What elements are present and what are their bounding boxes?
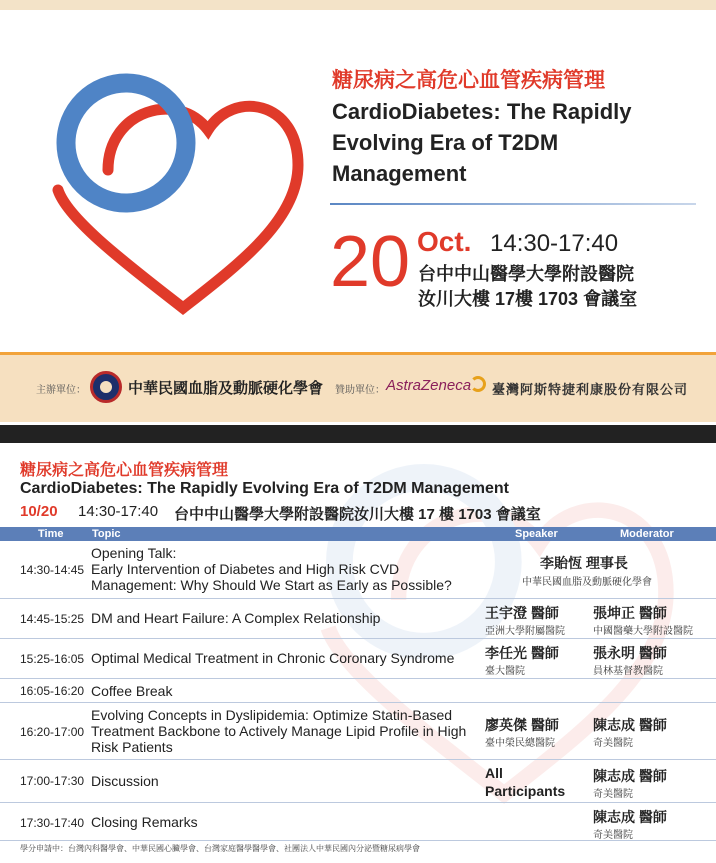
speaker-affiliation: 亞洲大學附屬醫院 — [485, 626, 565, 637]
table-row — [0, 679, 716, 703]
organizer-label: 主辦單位： — [36, 385, 86, 396]
row-topic: Discussion — [91, 773, 159, 789]
table-row — [0, 703, 716, 760]
sponsor-brand-logo: AstraZeneca — [386, 377, 472, 394]
moderator-affiliation: 員林基督教醫院 — [593, 666, 663, 677]
row-topic: Optimal Medical Treatment in Chronic Coronary Syndrome — [91, 650, 455, 666]
table-row — [0, 803, 716, 841]
row-time: 15:25-16:05 — [20, 652, 85, 666]
event-time: 14:30-17:40 — [490, 230, 619, 257]
speaker-name: 李貽恆 理事長 — [540, 555, 628, 571]
venue-line-2: 汝川大樓 17樓 1703 會議室 — [418, 289, 638, 309]
agenda-venue: 台中中山醫學大學附設醫院汝川大樓 17 樓 1703 會議室 — [174, 506, 541, 523]
organizer-seal-icon — [90, 371, 122, 403]
row-time: 16:20-17:00 — [20, 725, 85, 739]
poster-divider — [330, 203, 696, 205]
organizer-name: 中華民國血脂及動脈硬化學會 — [128, 380, 324, 397]
moderator-name: 張坤正 醫師 — [593, 605, 667, 621]
poster-title-cn: 糖尿病之高危心血管疾病管理 — [332, 69, 605, 92]
row-time: 16:05-16:20 — [20, 684, 85, 698]
agenda-section — [0, 443, 716, 863]
speaker-affiliation: 中華民國血脂及動脈硬化學會 — [522, 577, 652, 588]
row-topic: Coffee Break — [91, 683, 173, 699]
row-time: 17:30-17:40 — [20, 816, 85, 830]
event-day: 20 — [330, 222, 411, 302]
credit-footnote: 學分申請中：台灣內科醫學會、中華民國心臟學會、台灣家庭醫學醫學會、社團法人中華民國內分泌暨糖尿病學會 — [20, 844, 420, 853]
header-speaker: Speaker — [515, 528, 558, 540]
event-poster — [0, 0, 716, 352]
agenda-table-header — [0, 527, 716, 541]
agenda-title-en: CardioDiabetes: The Rapidly Evolving Era of T2DM Management — [20, 480, 509, 497]
sponsor-band — [0, 352, 716, 422]
header-time: Time — [38, 528, 64, 540]
moderator-name: 陳志成 醫師 — [593, 717, 667, 733]
row-time: 17:00-17:30 — [20, 774, 85, 788]
poster-title-en: CardioDiabetes: The Rapidly Evolving Era of T2DM Management — [332, 99, 632, 186]
row-time: 14:45-15:25 — [20, 612, 85, 626]
sponsor-company: 臺灣阿斯特捷利康股份有限公司 — [492, 382, 689, 397]
heart-ring-logo-icon — [38, 70, 308, 320]
moderator-affiliation: 奇美醫院 — [593, 738, 633, 749]
row-time: 14:30-14:45 — [20, 563, 85, 577]
table-row — [0, 599, 716, 639]
speaker-name: 王宇澄 醫師 — [485, 605, 559, 621]
event-month: Oct. — [417, 226, 472, 257]
agenda-title-cn: 糖尿病之高危心血管疾病管理 — [20, 462, 229, 479]
moderator-affiliation: 奇美醫院 — [593, 830, 633, 841]
row-topic: Closing Remarks — [91, 814, 198, 830]
moderator-name: 陳志成 醫師 — [593, 809, 667, 825]
speaker-name: 廖英傑 醫師 — [485, 717, 559, 733]
speaker-name: All Participants — [485, 765, 566, 799]
row-topic: Evolving Concepts in Dyslipidemia: Optimize Statin-Based Treatment Backbone to Actively Manage Lipid Profile in High Risk Patients — [91, 707, 467, 755]
header-moderator: Moderator — [620, 528, 674, 540]
speaker-name: 李任光 醫師 — [485, 645, 559, 661]
top-strip — [0, 0, 716, 10]
agenda-time: 14:30-17:40 — [78, 503, 159, 520]
row-topic: Opening Talk: Early Intervention of Diabetes and High Risk CVD Management: Why Should We Start as Early as Possible? — [91, 545, 452, 593]
separator-band — [0, 425, 716, 443]
venue-line-1: 台中中山醫學大學附設醫院 — [418, 264, 634, 284]
agenda-date: 10/20 — [20, 503, 58, 520]
sponsor-label: 贊助單位： — [335, 385, 385, 396]
table-row — [0, 639, 716, 679]
moderator-name: 陳志成 醫師 — [593, 768, 667, 784]
table-row — [0, 760, 716, 803]
moderator-affiliation: 中國醫藥大學附設醫院 — [593, 626, 693, 637]
moderator-name: 張永明 醫師 — [593, 645, 667, 661]
moderator-affiliation: 奇美醫院 — [593, 789, 633, 800]
speaker-affiliation: 臺中榮民總醫院 — [485, 738, 555, 749]
speaker-affiliation: 臺大醫院 — [485, 666, 525, 677]
table-row — [0, 541, 716, 599]
sponsor-swirl-icon — [470, 376, 486, 392]
row-topic: DM and Heart Failure: A Complex Relationship — [91, 610, 381, 626]
header-topic: Topic — [92, 528, 121, 540]
